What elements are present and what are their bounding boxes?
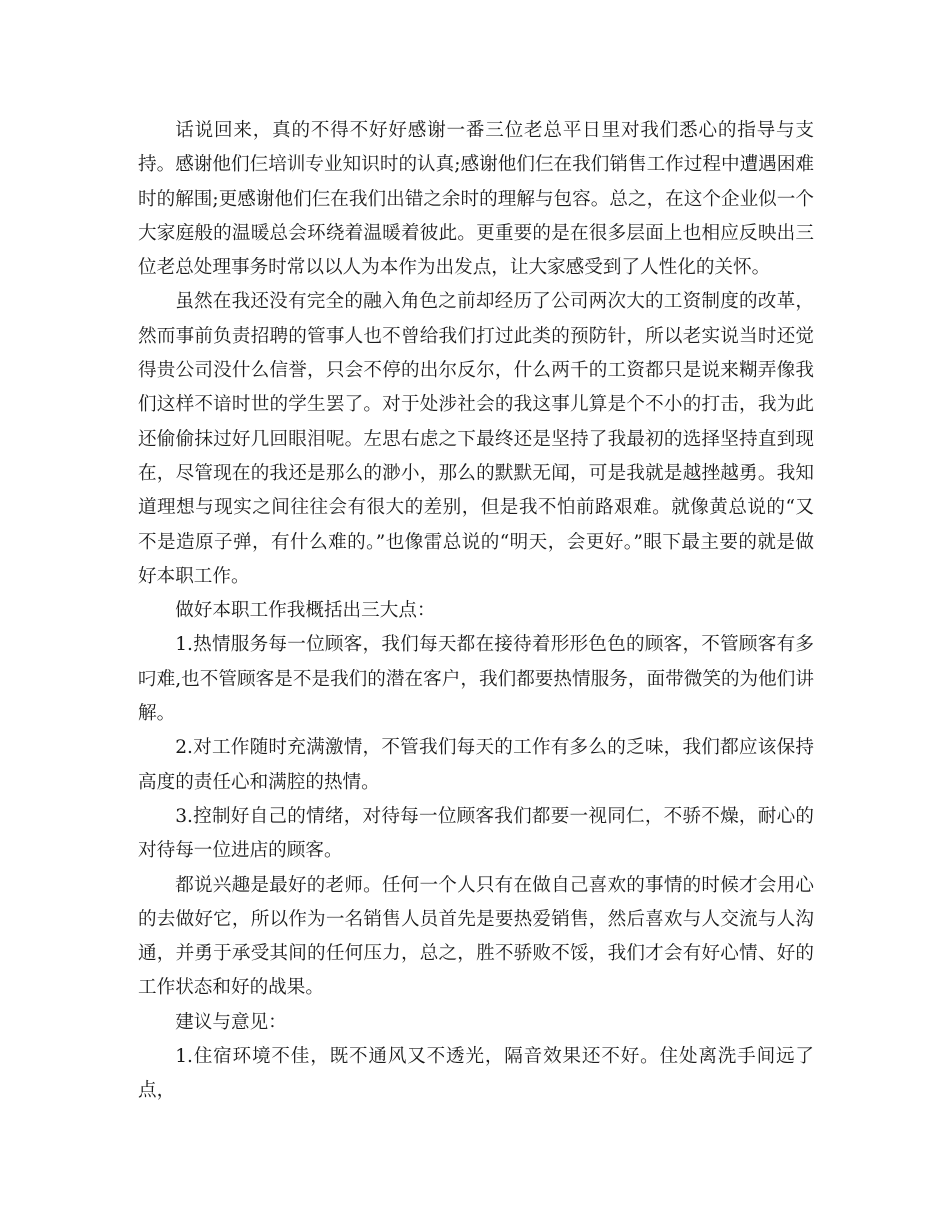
paragraph-9: 1.住宿环境不佳，既不通风又不透光，隔音效果还不好。住处离洗手间远了点，: [138, 1046, 814, 1102]
paragraph-2: 虽然在我还没有完全的融入角色之前却经历了公司两次大的工资制度的改革，然而事前负责招聘的管事人也不曾给我们打过此类的预防针，所以老实说当时还觉得贵公司没什么信誉，只会不停的出尔反尔，什么两千的工资都只是说来糊弄像我们这样不谙时世的学生罢了。对于处涉社会的我这事儿算是个不小的打击，我为此还偷偷抹过好几回眼泪呢。左思右虑之下最终还是坚持了我最初的选择坚持直到现在，尽管现在的我还是那么的渺小，那么的默默无闻，可是我就是越挫越勇。我知道理想与现实之间往往会有很大的差别，但是我不怕前路艰难。就像黄总说的“又不是造原子弹，有什么难的。”也像雷总说的“明天，会更好。”眼下最主要的就是做好本职工作。: [138, 291, 814, 587]
paragraph-7: 都说兴趣是最好的老师。任何一个人只有在做自己喜欢的事情的时候才会用心的去做好它，所以作为一名销售人员首先是要热爱销售，然后喜欢与人交流与人沟通，并勇于承受其间的任何压力，总之，胜不骄败不馁，我们才会有好心情、好的工作状态和好的战果。: [138, 874, 814, 999]
paragraph-1: 话说回来，真的不得不好好感谢一番三位老总平日里对我们悉心的指导与支持。感谢他们仨培训专业知识时的认真;感谢他们仨在我们销售工作过程中遭遇困难时的解围;更感谢他们仨在我们出错之余时的理解与包容。总之，在这个企业似一个大家庭般的温暖总会环绕着温暖着彼此。更重要的是在很多层面上也相应反映出三位老总处理事务时常以以人为本作为出发点，让大家感受到了人性化的关怀。: [138, 120, 814, 279]
document-body: [138, 114, 814, 1109]
paragraph-4: 1.热情服务每一位顾客，我们每天都在接待着形形色色的顾客，不管顾客有多叼难,也不管顾客是不是我们的潜在客户，我们都要热情服务，面带微笑的为他们讲解。: [138, 634, 814, 725]
paragraph-8: 建议与意见：: [175, 1011, 287, 1033]
paragraph-3: 做好本职工作我概括出三大点：: [175, 600, 436, 622]
paragraph-6: 3.控制好自己的情绪，对待每一位顾客我们都要一视同仁，不骄不燥，耐心的对待每一位进店的顾客。: [138, 805, 814, 862]
paragraph-5: 2.对工作随时充满激情，不管我们每天的工作有多么的乏味，我们都应该保持高度的责任心和满腔的热情。: [138, 737, 814, 793]
